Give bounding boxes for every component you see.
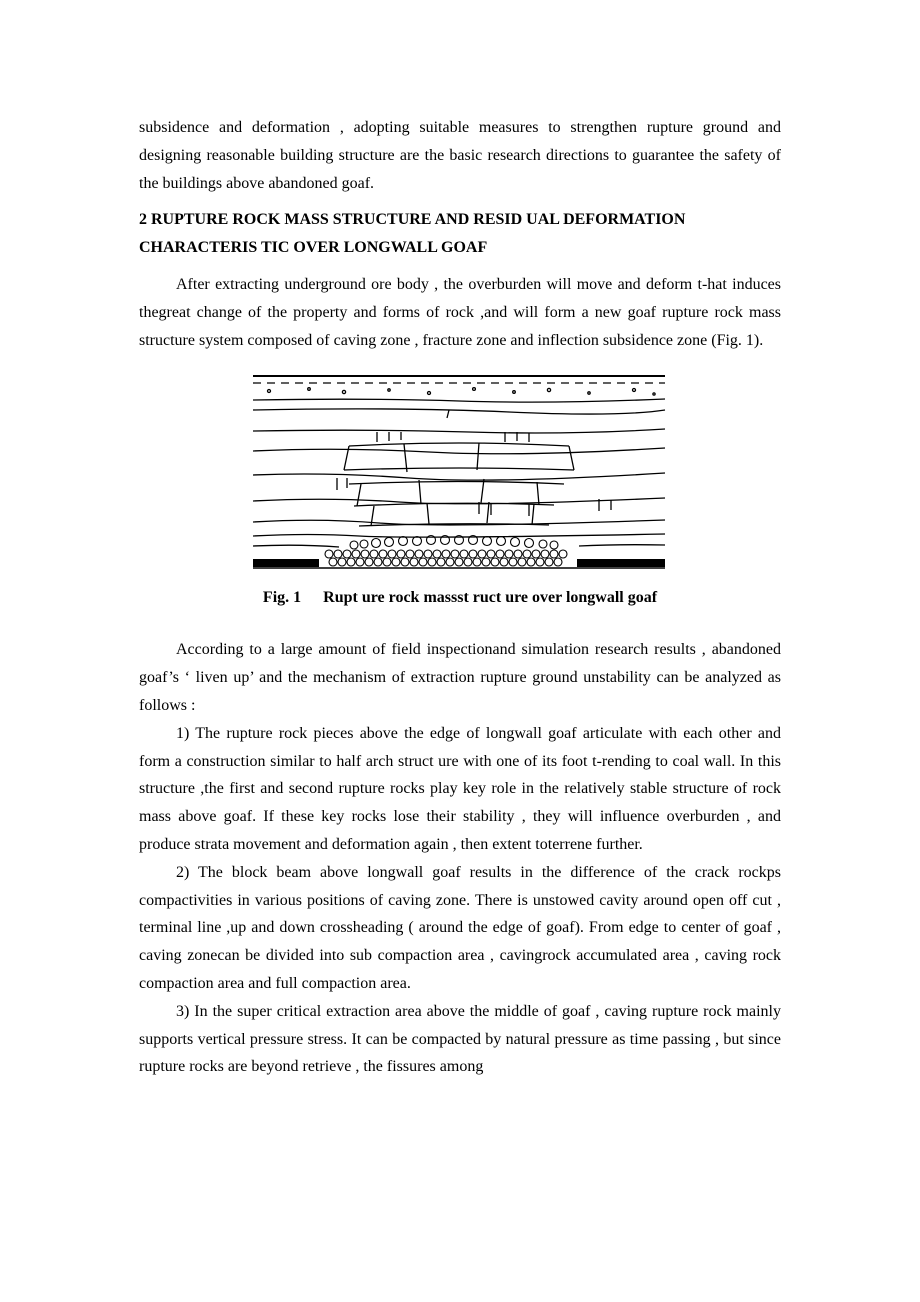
list-item-1: 1) The rupture rock pieces above the edge of longwall goaf articulate with each other and form a construction similar to half arch struct ure with one of its foot t-rending to coal wall. In this structure ,the first and second rupture rocks play key role in the relatively stable structure of rock mass above goaf. If these key rocks lose their stability , they will influence overburden , and produce strata movement and deformation again , then extent toterrene further.	[139, 724, 781, 853]
figure-1	[139, 374, 781, 574]
figure-caption-text: Rupt ure rock massst ruct ure over longwall goaf	[323, 589, 658, 607]
intro-paragraph: subsidence and deformation , adopting suitable measures to strengthen rupture ground and designing reasonable building structure are the basic research directions to guarantee the safety of the buildings above abandoned goaf.	[139, 119, 781, 192]
rock-structure-figure	[249, 374, 669, 570]
figure-number: Fig. 1	[262, 589, 302, 607]
document-page	[139, 114, 781, 1081]
paragraph-2: According to a large amount of field inspectionand simulation research results , abandoned goaf’s ‘ liven up’ and the mechanism of extraction rupture ground unstability can be analyzed as follows :	[139, 641, 781, 714]
list-item-3: 3) In the super critical extraction area above the middle of goaf , caving rupture rock mainly supports vertical pressure stress. It can be compacted by natural pressure as time passing , but since rupture rocks are beyond retrieve , the fissures among	[139, 1002, 781, 1076]
section-heading: 2 RUPTURE ROCK MASS STRUCTURE AND RESID UAL DEFORMATION CHARACTERIS TIC OVER LONGWALL GOAF	[139, 211, 686, 257]
figure-caption	[139, 586, 781, 610]
paragraph-1: After extracting underground ore body , the overburden will move and deform t-hat induces thegreat change of the property and forms of rock ,and will form a new goaf rupture rock mass structure system composed of caving zone , fracture zone and inflection subsidence zone (Fig. 1).	[139, 275, 781, 349]
list-item-2: 2) The block beam above longwall goaf results in the difference of the crack rockps compactivities in various positions of caving zone. There is unstowed cavity around open off cut , terminal line ,up and down crossheading ( around the edge of goaf). From edge to center of goaf , caving zonecan be divided into sub compaction area , cavingrock accumulated area , caving rock compaction area and full compaction area.	[139, 863, 781, 992]
